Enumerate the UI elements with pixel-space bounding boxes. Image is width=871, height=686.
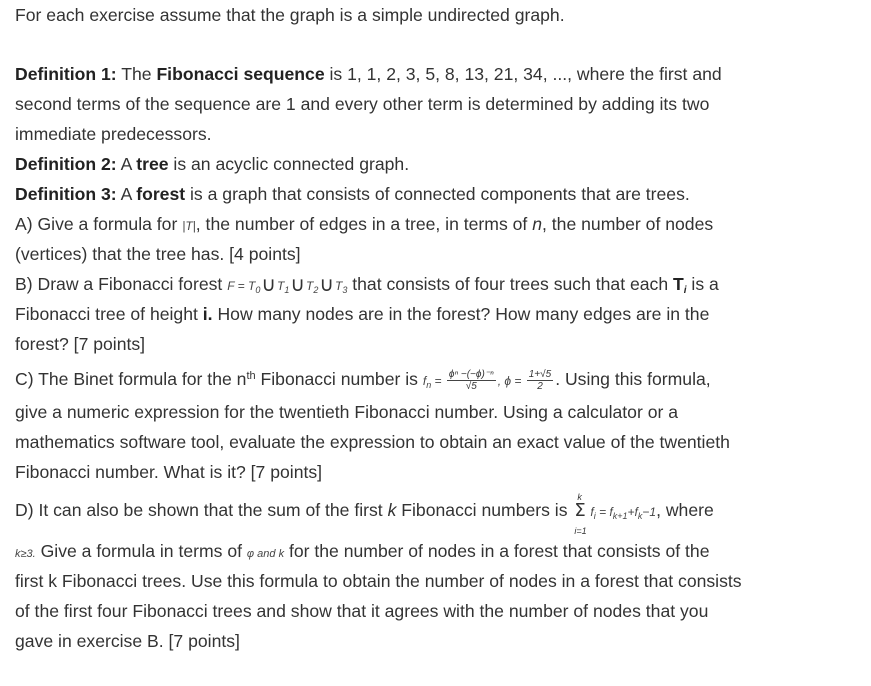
part-a-line-2: (vertices) that the tree has. [4 points] (15, 244, 301, 264)
text: , the number of edges in a tree, in terms of (195, 214, 533, 234)
definition-1-line-3: immediate predecessors. (15, 124, 212, 144)
text: Fibonacci tree of height (15, 304, 203, 324)
math-text: −1 (642, 505, 657, 519)
math-T2 (306, 279, 318, 293)
definition-1-term: Fibonacci sequence (156, 64, 325, 84)
definition-1 (15, 63, 861, 85)
math-forest (227, 279, 260, 293)
math-phi-k: φ and k (246, 548, 285, 560)
sum-lower: i=1 (574, 526, 587, 537)
math-f: f (422, 374, 427, 388)
text: C) The Binet formula for the n (15, 369, 247, 389)
math-fn (423, 374, 445, 388)
sigma-icon: Σ (574, 500, 586, 522)
text: A (116, 184, 137, 204)
text: for the number of nodes in a forest that consists of the (284, 541, 710, 561)
math-text: +f (627, 505, 638, 519)
sub: i (683, 285, 687, 296)
text: A) Give a formula for (15, 214, 183, 234)
sub: n (426, 380, 432, 390)
denominator: √5 (465, 380, 477, 392)
definition-2-label: Definition 2: (15, 154, 117, 174)
math-text: = f (595, 505, 613, 519)
sub: 2 (313, 285, 319, 295)
part-a (15, 213, 861, 237)
math-T: T (277, 279, 285, 293)
union-icon: ∪ (290, 272, 305, 296)
math-phi: ϕ = (504, 374, 525, 388)
sub: 3 (342, 285, 348, 295)
math-eq: = (431, 374, 445, 388)
part-c-line-3: mathematics software tool, evaluate the expression to obtain an exact value of the twentieth (15, 432, 730, 452)
sub: k+1 (612, 511, 628, 521)
math-Ti: T (673, 274, 684, 294)
superscript: th (246, 370, 256, 382)
definition-3-term: forest (136, 184, 186, 204)
part-b-line-3: forest? [7 points] (15, 334, 146, 354)
math-T3 (335, 279, 347, 293)
text: that consists of four trees such that each (347, 274, 674, 294)
part-c (15, 365, 861, 396)
text: The (116, 64, 157, 84)
text: B) Draw a Fibonacci forest (15, 274, 228, 294)
numerator: 1+√5 (528, 368, 552, 380)
text: Fibonacci numbers is (396, 500, 573, 520)
text: Give a formula in terms of (35, 541, 247, 561)
union-icon: ∪ (261, 272, 276, 296)
definition-2 (15, 153, 861, 175)
definition-3 (15, 183, 861, 205)
math-T1 (277, 279, 289, 293)
definition-3-label: Definition 3: (15, 184, 117, 204)
sub: 1 (284, 285, 290, 295)
definition-1-line-2: second terms of the sequence are 1 and every other term is determined by adding its two (15, 94, 710, 114)
part-c-line-2: give a numeric expression for the twentieth Fibonacci number. Using a calculator or a (15, 402, 679, 422)
math-T: T (335, 279, 343, 293)
math-k: k (387, 500, 397, 520)
text: is 1, 1, 2, 3, 5, 8, 13, 21, 34, ..., where the first and (324, 64, 722, 84)
math-edge-count: |T| (182, 219, 196, 233)
part-d-line-3: first k Fibonacci trees. Use this formula to obtain the number of nodes in a forest that consists (15, 571, 742, 591)
math-comma: , (497, 374, 505, 388)
text: Fibonacci number is (255, 369, 423, 389)
sub: 0 (255, 285, 261, 295)
intro-text: For each exercise assume that the graph is a simple undirected graph. (15, 5, 565, 25)
text: , where (656, 500, 714, 520)
part-d-line-4: of the first four Fibonacci trees and show that it agrees with the number of nodes that you (15, 601, 709, 621)
text: , the number of nodes (542, 214, 714, 234)
part-d (15, 492, 861, 537)
part-c-line-4: Fibonacci number. What is it? [7 points] (15, 462, 323, 482)
math-n: n (532, 214, 542, 234)
sum-upper: k (577, 492, 582, 503)
text: How many nodes are in the forest? How many edges are in the (212, 304, 710, 324)
text: A (116, 154, 137, 174)
text: is an acyclic connected graph. (168, 154, 410, 174)
sub: k (637, 511, 643, 521)
definition-1-label: Definition 1: (15, 64, 117, 84)
phi-fraction (527, 369, 553, 392)
denominator: 2 (537, 380, 543, 392)
part-b (15, 273, 861, 302)
text: i. (202, 304, 213, 324)
math-eq: = (234, 279, 248, 293)
part-b-line-2 (15, 303, 861, 325)
definition-2-term: tree (136, 154, 169, 174)
part-d-line-2 (15, 540, 861, 565)
sum-formula (590, 505, 656, 519)
math-T: T (306, 279, 314, 293)
math-k-condition: k≥3. (15, 548, 36, 560)
math-F: F (227, 279, 235, 293)
math-T: T (248, 279, 256, 293)
sub: i (593, 511, 596, 521)
part-d-line-5: gave in exercise B. [7 points] (15, 631, 240, 651)
math-f: f (590, 505, 594, 519)
numerator: ϕⁿ −(−ϕ)⁻ⁿ (448, 368, 494, 380)
binet-fraction (447, 369, 496, 392)
text: . Using this formula, (555, 369, 711, 389)
sum-symbol (574, 492, 588, 537)
text: is a graph that consists of connected components that are trees. (185, 184, 690, 204)
text: D) It can also be shown that the sum of the first (15, 500, 388, 520)
union-icon: ∪ (319, 272, 334, 296)
text: is a (686, 274, 719, 294)
